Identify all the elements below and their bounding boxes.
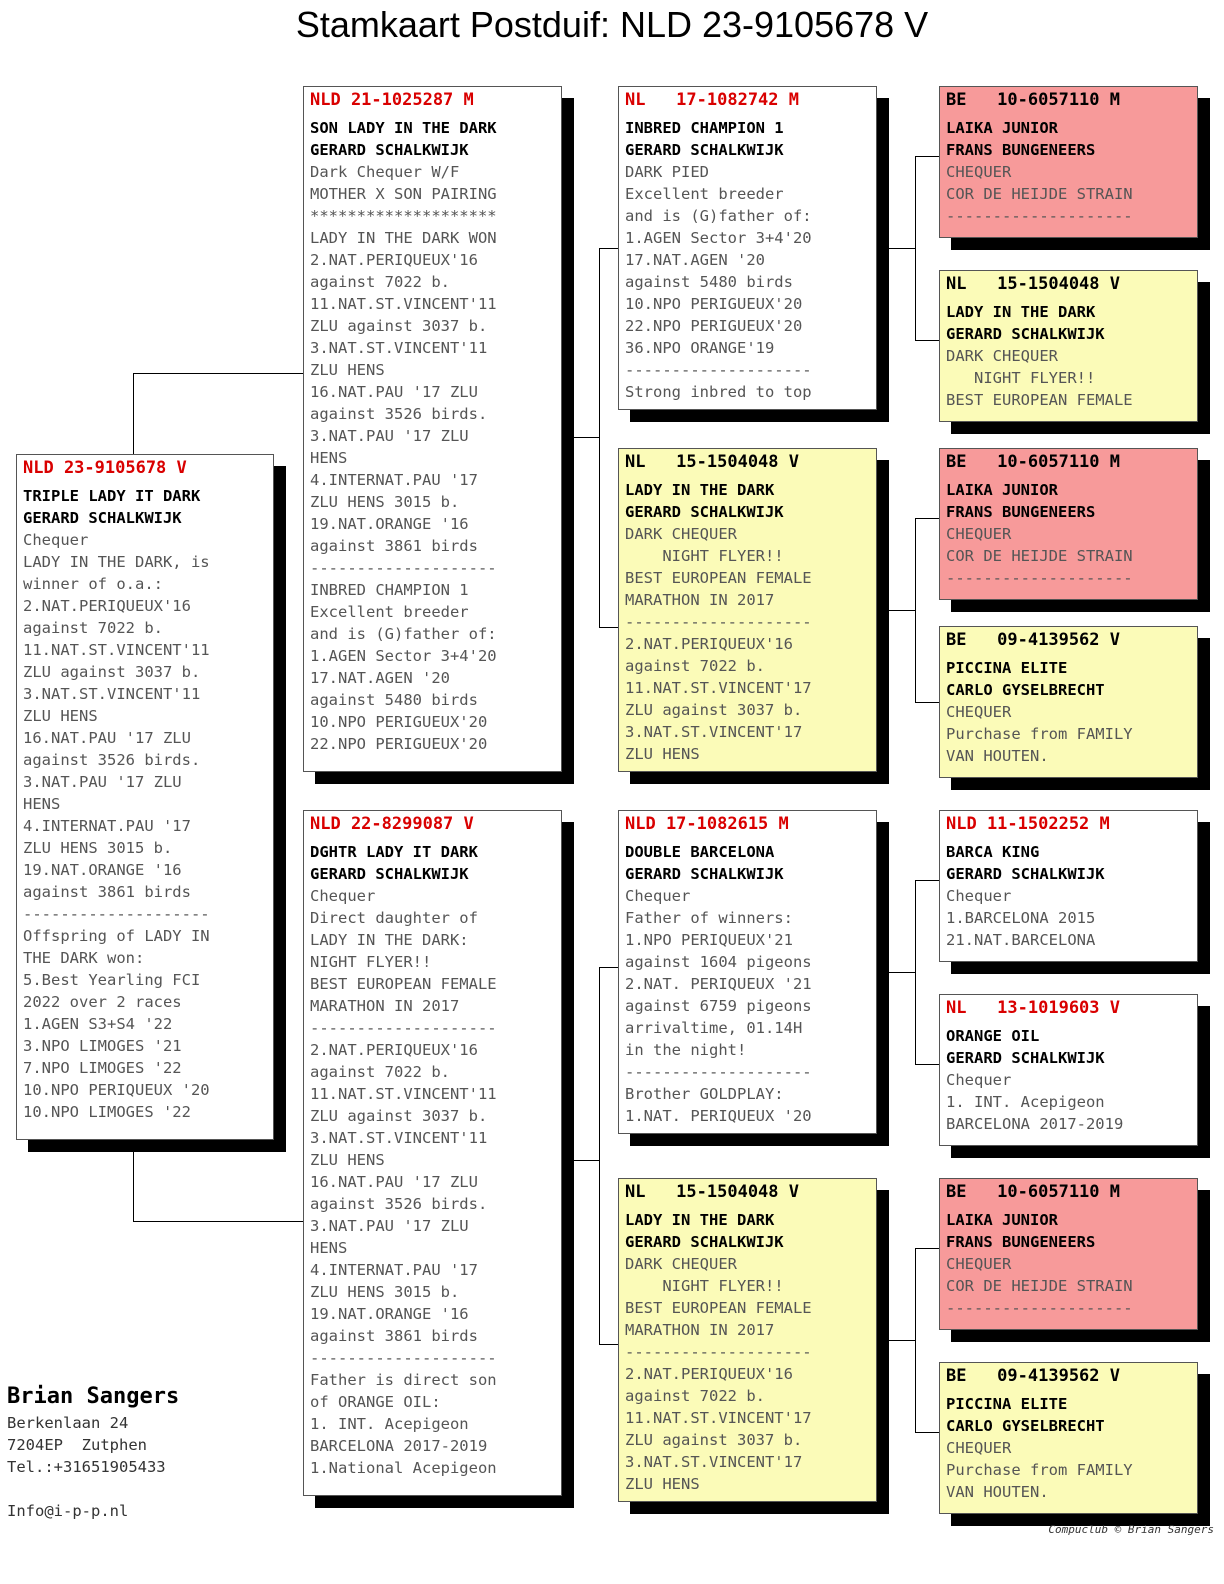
connector-line [573, 1160, 599, 1161]
info-line: against 7022 b. [310, 273, 450, 291]
owner-email[interactable]: Info@i-p-p.nl [7, 1502, 129, 1520]
ring-number: NLD 17-1082615 M [625, 814, 789, 834]
info-line: -------------------- [23, 905, 210, 923]
info-line: ******************** [310, 207, 497, 225]
info-line: BEST EUROPEAN FEMALE [625, 569, 812, 587]
info-line: 3.NAT.ST.VINCENT'17 [625, 1453, 803, 1471]
info-line: BEST EUROPEAN FEMALE [625, 1299, 812, 1317]
card-fm[interactable] [618, 448, 877, 772]
info-line: 2.NAT. PERIQUEUX '21 [625, 975, 812, 993]
info-line: CHEQUER [946, 525, 1012, 543]
card-mff[interactable] [939, 810, 1198, 962]
breeder-name: FRANS BUNGENEERS [946, 141, 1096, 159]
owner-city: 7204EP Zutphen [7, 1436, 147, 1454]
info-line: NIGHT FLYER!! [625, 1277, 784, 1295]
card-father[interactable] [303, 86, 562, 772]
pigeon-name: LAIKA JUNIOR [946, 119, 1058, 137]
pigeon-name: PICCINA ELITE [946, 659, 1068, 677]
info-line: -------------------- [946, 207, 1133, 225]
connector-line [915, 1248, 939, 1249]
info-line: 1.NPO PERIQUEUX'21 [625, 931, 793, 949]
owner-phone: Tel.:+31651905433 [7, 1458, 166, 1476]
info-line: MARATHON IN 2017 [310, 997, 460, 1015]
info-line: VAN HOUTEN. [946, 1483, 1049, 1501]
info-line: HENS [23, 795, 61, 813]
pigeon-name: LAIKA JUNIOR [946, 481, 1058, 499]
connector-line [599, 967, 600, 1344]
connector-line [599, 967, 619, 968]
info-line: 4.INTERNAT.PAU '17 [23, 817, 191, 835]
info-line: 5.Best Yearling FCI [23, 971, 201, 989]
info-line: 19.NAT.ORANGE '16 [23, 861, 182, 879]
info-line: BEST EUROPEAN FEMALE [946, 391, 1133, 409]
info-line: Direct daughter of [310, 909, 478, 927]
info-line: against 7022 b. [625, 657, 765, 675]
info-line: BARCELONA 2017-2019 [310, 1437, 488, 1455]
breeder-name: FRANS BUNGENEERS [946, 1233, 1096, 1251]
card-subject[interactable] [16, 454, 274, 1140]
pigeon-name: LADY IN THE DARK [625, 1211, 775, 1229]
info-line: BARCELONA 2017-2019 [946, 1115, 1124, 1133]
ring-number: NL 15-1504048 V [625, 452, 799, 472]
info-line: 1.AGEN S3+S4 '22 [23, 1015, 173, 1033]
pigeon-name: INBRED CHAMPION 1 [625, 119, 784, 137]
info-line: ZLU HENS [23, 707, 98, 725]
info-line: against 3526 birds. [23, 751, 201, 769]
info-line: CHEQUER [946, 1439, 1012, 1457]
info-line: 19.NAT.ORANGE '16 [310, 515, 469, 533]
connector-line [915, 518, 939, 519]
breeder-name: GERARD SCHALKWIJK [310, 141, 469, 159]
connector-line [888, 610, 915, 611]
connector-line [915, 880, 916, 1064]
connector-line [915, 880, 939, 881]
info-line: Purchase from FAMILY [946, 725, 1133, 743]
connector-line [599, 248, 600, 627]
info-line: 3.NAT.ST.VINCENT'11 [23, 685, 201, 703]
info-line: 1.NAT. PERIQUEUX '20 [625, 1107, 812, 1125]
info-line: against 3861 birds [310, 1327, 478, 1345]
info-line: 2.NAT.PERIQUEUX'16 [310, 251, 478, 269]
info-line: 3.NAT.ST.VINCENT'11 [310, 339, 488, 357]
info-line: Chequer [23, 531, 89, 549]
connector-line [915, 1064, 939, 1065]
info-line: 2.NAT.PERIQUEUX'16 [625, 635, 793, 653]
breeder-name: GERARD SCHALKWIJK [625, 503, 784, 521]
info-line: NIGHT FLYER!! [310, 953, 432, 971]
info-line: COR DE HEIJDE STRAIN [946, 547, 1133, 565]
info-line: CHEQUER [946, 1255, 1012, 1273]
card-mmf[interactable] [939, 1178, 1198, 1330]
connector-line [599, 1344, 619, 1345]
ring-number: NL 17-1082742 M [625, 90, 799, 110]
info-line: 21.NAT.BARCELONA [946, 931, 1096, 949]
info-line: BEST EUROPEAN FEMALE [310, 975, 497, 993]
info-line: COR DE HEIJDE STRAIN [946, 1277, 1133, 1295]
connector-line [915, 156, 916, 340]
ring-number: BE 10-6057110 M [946, 1182, 1120, 1202]
card-mmm[interactable] [939, 1362, 1198, 1514]
breeder-name: GERARD SCHALKWIJK [310, 865, 469, 883]
breeder-name: FRANS BUNGENEERS [946, 503, 1096, 521]
pigeon-name: SON LADY IN THE DARK [310, 119, 497, 137]
info-line: ZLU HENS [625, 745, 700, 763]
breeder-name: CARLO GYSELBRECHT [946, 1417, 1105, 1435]
info-line: 11.NAT.ST.VINCENT'11 [310, 1085, 497, 1103]
info-line: 10.NPO PERIQUEUX '20 [23, 1081, 210, 1099]
ring-number: NLD 11-1502252 M [946, 814, 1110, 834]
info-line: -------------------- [310, 559, 497, 577]
info-line: 4.INTERNAT.PAU '17 [310, 1261, 478, 1279]
info-line: 3.NPO LIMOGES '21 [23, 1037, 182, 1055]
info-line: 3.NAT.PAU '17 ZLU [310, 427, 469, 445]
info-line: Strong inbred to top [625, 383, 812, 401]
info-line: -------------------- [946, 1299, 1133, 1317]
info-line: 3.NAT.PAU '17 ZLU [310, 1217, 469, 1235]
breeder-name: GERARD SCHALKWIJK [625, 1233, 784, 1251]
pigeon-name: DOUBLE BARCELONA [625, 843, 775, 861]
info-line: 2.NAT.PERIQUEUX'16 [310, 1041, 478, 1059]
breeder-name: GERARD SCHALKWIJK [946, 865, 1105, 883]
info-line: CHEQUER [946, 703, 1012, 721]
connector-line [599, 627, 619, 628]
info-line: INBRED CHAMPION 1 [310, 581, 469, 599]
info-line: -------------------- [625, 613, 812, 631]
pigeon-name: DGHTR LADY IT DARK [310, 843, 478, 861]
info-line: 3.NAT.PAU '17 ZLU [23, 773, 182, 791]
info-line: Excellent breeder [625, 185, 784, 203]
ring-number: NLD 22-8299087 V [310, 814, 474, 834]
info-line: NIGHT FLYER!! [946, 369, 1096, 387]
info-line: 10.NPO PERIGUEUX'20 [625, 295, 803, 313]
card-mfm[interactable] [939, 994, 1198, 1146]
info-line: against 3526 birds. [310, 1195, 488, 1213]
info-line: Dark Chequer W/F [310, 163, 460, 181]
info-line: HENS [310, 1239, 348, 1257]
info-line: Excellent breeder [310, 603, 469, 621]
ring-number: BE 09-4139562 V [946, 630, 1120, 650]
info-line: -------------------- [625, 361, 812, 379]
info-line: 1. INT. Acepigeon [946, 1093, 1105, 1111]
info-line: 11.NAT.ST.VINCENT'11 [310, 295, 497, 313]
info-line: MARATHON IN 2017 [625, 591, 775, 609]
info-line: against 7022 b. [625, 1387, 765, 1405]
info-line: DARK CHEQUER [625, 525, 737, 543]
info-line: COR DE HEIJDE STRAIN [946, 185, 1133, 203]
info-line: -------------------- [946, 569, 1133, 587]
info-line: Father is direct son [310, 1371, 497, 1389]
info-line: against 6759 pigeons [625, 997, 812, 1015]
info-line: LADY IN THE DARK, is [23, 553, 210, 571]
card-fmf[interactable] [939, 448, 1198, 600]
ring-number: BE 09-4139562 V [946, 1366, 1120, 1386]
info-line: 11.NAT.ST.VINCENT'17 [625, 679, 812, 697]
info-line: 1.AGEN Sector 3+4'20 [625, 229, 812, 247]
ring-number: BE 10-6057110 M [946, 452, 1120, 472]
ring-number: NL 15-1504048 V [946, 274, 1120, 294]
ring-number: NL 13-1019603 V [946, 998, 1120, 1018]
card-ff[interactable] [618, 86, 877, 410]
info-line: HENS [310, 449, 348, 467]
info-line: against 5480 birds [310, 691, 478, 709]
info-line: DARK CHEQUER [946, 347, 1058, 365]
breeder-name: CARLO GYSELBRECHT [946, 681, 1105, 699]
ring-number: BE 10-6057110 M [946, 90, 1120, 110]
info-line: ZLU against 3037 b. [310, 1107, 488, 1125]
connector-line [915, 156, 939, 157]
info-line: 10.NPO LIMOGES '22 [23, 1103, 191, 1121]
card-mf[interactable] [618, 810, 877, 1134]
connector-line [133, 1140, 134, 1221]
info-line: 11.NAT.ST.VINCENT'11 [23, 641, 210, 659]
info-line: in the night! [625, 1041, 747, 1059]
info-line: ZLU HENS 3015 b. [310, 493, 460, 511]
connector-line [599, 248, 619, 249]
info-line: against 3861 birds [23, 883, 191, 901]
info-line: 16.NAT.PAU '17 ZLU [23, 729, 191, 747]
info-line: against 7022 b. [23, 619, 163, 637]
connector-line [915, 518, 916, 702]
info-line: 16.NAT.PAU '17 ZLU [310, 383, 478, 401]
info-line: 3.NAT.ST.VINCENT'17 [625, 723, 803, 741]
breeder-name: GERARD SCHALKWIJK [946, 325, 1105, 343]
info-line: -------------------- [625, 1063, 812, 1081]
info-line: 36.NPO ORANGE'19 [625, 339, 775, 357]
pigeon-name: PICCINA ELITE [946, 1395, 1068, 1413]
info-line: Chequer [310, 887, 376, 905]
info-line: Brother GOLDPLAY: [625, 1085, 784, 1103]
info-line: DARK PIED [625, 163, 709, 181]
breeder-name: GERARD SCHALKWIJK [946, 1049, 1105, 1067]
info-line: Offspring of LADY IN [23, 927, 210, 945]
info-line: -------------------- [310, 1349, 497, 1367]
info-line: ZLU HENS [310, 361, 385, 379]
info-line: 7.NPO LIMOGES '22 [23, 1059, 182, 1077]
info-line: against 3526 birds. [310, 405, 488, 423]
info-line: 17.NAT.AGEN '20 [310, 669, 450, 687]
info-line: 22.NPO PERIGUEUX'20 [310, 735, 488, 753]
pigeon-name: LADY IN THE DARK [946, 303, 1096, 321]
info-line: 10.NPO PERIGUEUX'20 [310, 713, 488, 731]
info-line: LADY IN THE DARK WON [310, 229, 497, 247]
connector-line [915, 1432, 939, 1433]
info-line: 11.NAT.ST.VINCENT'17 [625, 1409, 812, 1427]
info-line: and is (G)father of: [310, 625, 497, 643]
connector-line [915, 340, 939, 341]
connector-line [888, 972, 915, 973]
info-line: Father of winners: [625, 909, 793, 927]
info-line: 2.NAT.PERIQUEUX'16 [625, 1365, 793, 1383]
connector-line [133, 1221, 304, 1222]
info-line: 1.National Acepigeon [310, 1459, 497, 1477]
info-line: 16.NAT.PAU '17 ZLU [310, 1173, 478, 1191]
card-fff[interactable] [939, 86, 1198, 238]
info-line: THE DARK won: [23, 949, 145, 967]
info-line: against 3861 birds [310, 537, 478, 555]
page-title: Stamkaart Postduif: NLD 23-9105678 V [295, 4, 929, 45]
breeder-name: GERARD SCHALKWIJK [625, 141, 784, 159]
info-line: Chequer [946, 1071, 1012, 1089]
info-line: ZLU HENS 3015 b. [310, 1283, 460, 1301]
connector-line [915, 1248, 916, 1432]
info-line: 2022 over 2 races [23, 993, 182, 1011]
card-fmm[interactable] [939, 626, 1198, 778]
info-line: ZLU against 3037 b. [23, 663, 201, 681]
pigeon-name: LAIKA JUNIOR [946, 1211, 1058, 1229]
info-line: winner of o.a.: [23, 575, 163, 593]
card-mother[interactable] [303, 810, 562, 1496]
info-line: of ORANGE OIL: [310, 1393, 441, 1411]
connector-line [888, 248, 915, 249]
info-line: ZLU HENS [310, 1151, 385, 1169]
info-line: LADY IN THE DARK: [310, 931, 469, 949]
info-line: 19.NAT.ORANGE '16 [310, 1305, 469, 1323]
info-line: ZLU HENS [625, 1475, 700, 1493]
info-line: 17.NAT.AGEN '20 [625, 251, 765, 269]
info-line: MARATHON IN 2017 [625, 1321, 775, 1339]
info-line: ZLU against 3037 b. [625, 701, 803, 719]
card-ffm[interactable] [939, 270, 1198, 422]
info-line: against 1604 pigeons [625, 953, 812, 971]
info-line: -------------------- [310, 1019, 497, 1037]
pigeon-name: ORANGE OIL [946, 1027, 1040, 1045]
info-line: against 5480 birds [625, 273, 793, 291]
ring-number: NLD 21-1025287 M [310, 90, 474, 110]
credit-footer: Compuclub © Brian Sangers [1048, 1523, 1214, 1536]
breeder-name: GERARD SCHALKWIJK [625, 865, 784, 883]
info-line: and is (G)father of: [625, 207, 812, 225]
owner-info [7, 1382, 179, 1522]
pigeon-name: BARCA KING [946, 843, 1040, 861]
pigeon-name: TRIPLE LADY IT DARK [23, 487, 201, 505]
owner-name: Brian Sangers [7, 1384, 180, 1409]
connector-line [915, 702, 939, 703]
info-line: 2.NAT.PERIQUEUX'16 [23, 597, 191, 615]
card-mm[interactable] [618, 1178, 877, 1502]
info-line: 1. INT. Acepigeon [310, 1415, 469, 1433]
info-line: MOTHER X SON PAIRING [310, 185, 497, 203]
info-line: 22.NPO PERIGUEUX'20 [625, 317, 803, 335]
connector-line [133, 373, 304, 374]
info-line: against 7022 b. [310, 1063, 450, 1081]
info-line: CHEQUER [946, 163, 1012, 181]
connector-line [888, 1340, 915, 1341]
breeder-name: GERARD SCHALKWIJK [23, 509, 182, 527]
pigeon-name: LADY IN THE DARK [625, 481, 775, 499]
info-line: 1.AGEN Sector 3+4'20 [310, 647, 497, 665]
info-line: Chequer [946, 887, 1012, 905]
info-line: VAN HOUTEN. [946, 747, 1049, 765]
info-line: ZLU against 3037 b. [625, 1431, 803, 1449]
connector-line [133, 373, 134, 454]
info-line: 3.NAT.ST.VINCENT'11 [310, 1129, 488, 1147]
ring-number: NLD 23-9105678 V [23, 458, 187, 478]
connector-line [573, 437, 599, 438]
info-line: arrivaltime, 01.14H [625, 1019, 803, 1037]
info-line: 4.INTERNAT.PAU '17 [310, 471, 478, 489]
ring-number: NL 15-1504048 V [625, 1182, 799, 1202]
info-line: Purchase from FAMILY [946, 1461, 1133, 1479]
info-line: 1.BARCELONA 2015 [946, 909, 1096, 927]
info-line: ZLU HENS 3015 b. [23, 839, 173, 857]
info-line: Chequer [625, 887, 691, 905]
info-line: -------------------- [625, 1343, 812, 1361]
owner-address: Berkenlaan 24 [7, 1414, 129, 1432]
info-line: ZLU against 3037 b. [310, 317, 488, 335]
info-line: DARK CHEQUER [625, 1255, 737, 1273]
info-line: NIGHT FLYER!! [625, 547, 784, 565]
